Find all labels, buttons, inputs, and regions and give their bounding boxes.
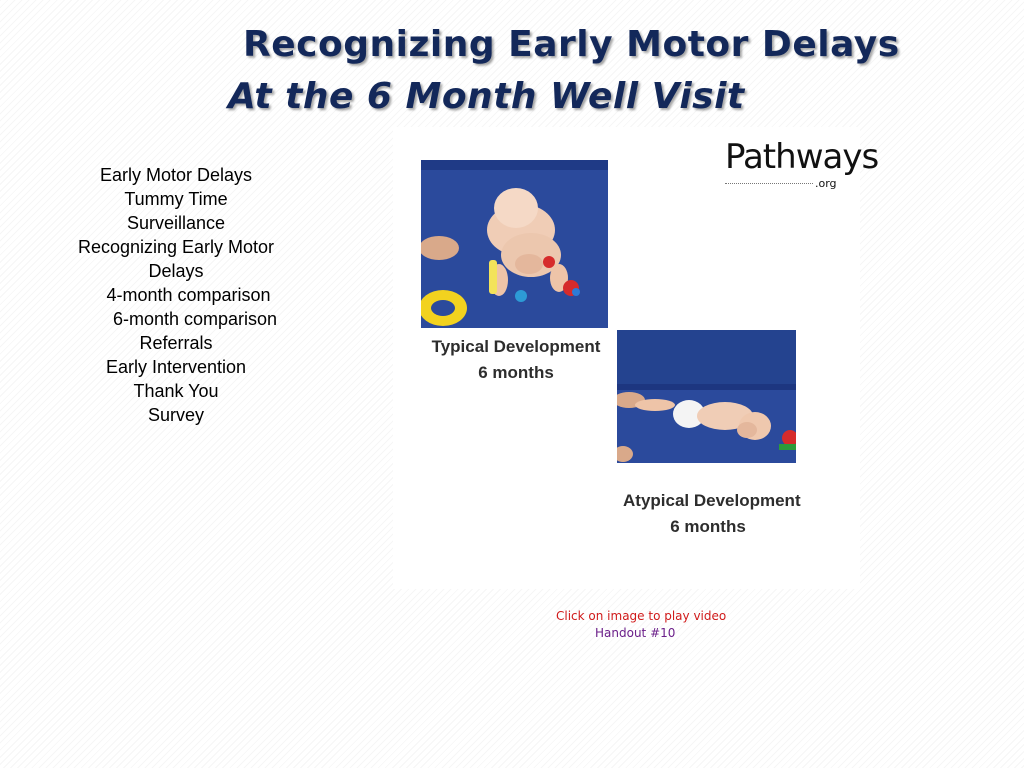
nav-item-4-month-comparison[interactable]: 4-month comparison [106,285,271,305]
topic-navigation [60,163,292,427]
nav-item-tummy-time[interactable]: Tummy Time [124,189,228,209]
nav-item-surveillance[interactable]: Surveillance [126,213,226,233]
handout-link[interactable]: Handout #10 [595,626,676,640]
atypical-development-photo [617,330,796,463]
nav-item-recognizing-early-motor-delays[interactable]: Recognizing Early Motor Delays [77,237,275,281]
atypical-development-caption: Atypical Development 6 months [623,491,801,536]
slide-title: Recognizing Early Motor Delays [243,24,900,65]
typical-development-photo [421,160,608,328]
nav-item-early-intervention[interactable]: Early Intervention [105,357,247,377]
nav-item-early-motor-delays[interactable]: Early Motor Delays [99,165,253,185]
nav-item-survey[interactable]: Survey [147,405,205,425]
typical-development-caption: Typical Development 6 months [431,337,601,382]
nav-item-6-month-comparison[interactable]: 6-month comparison [112,309,278,329]
pathways-logo: Pathways .org [725,137,879,190]
nav-item-referrals[interactable]: Referrals [139,333,213,353]
video-thumbnail[interactable] [393,127,879,589]
slide-subtitle: At the 6 Month Well Visit [228,76,745,117]
nav-item-thank-you[interactable]: Thank You [133,381,219,401]
play-video-link[interactable]: Click on image to play video [556,609,727,623]
